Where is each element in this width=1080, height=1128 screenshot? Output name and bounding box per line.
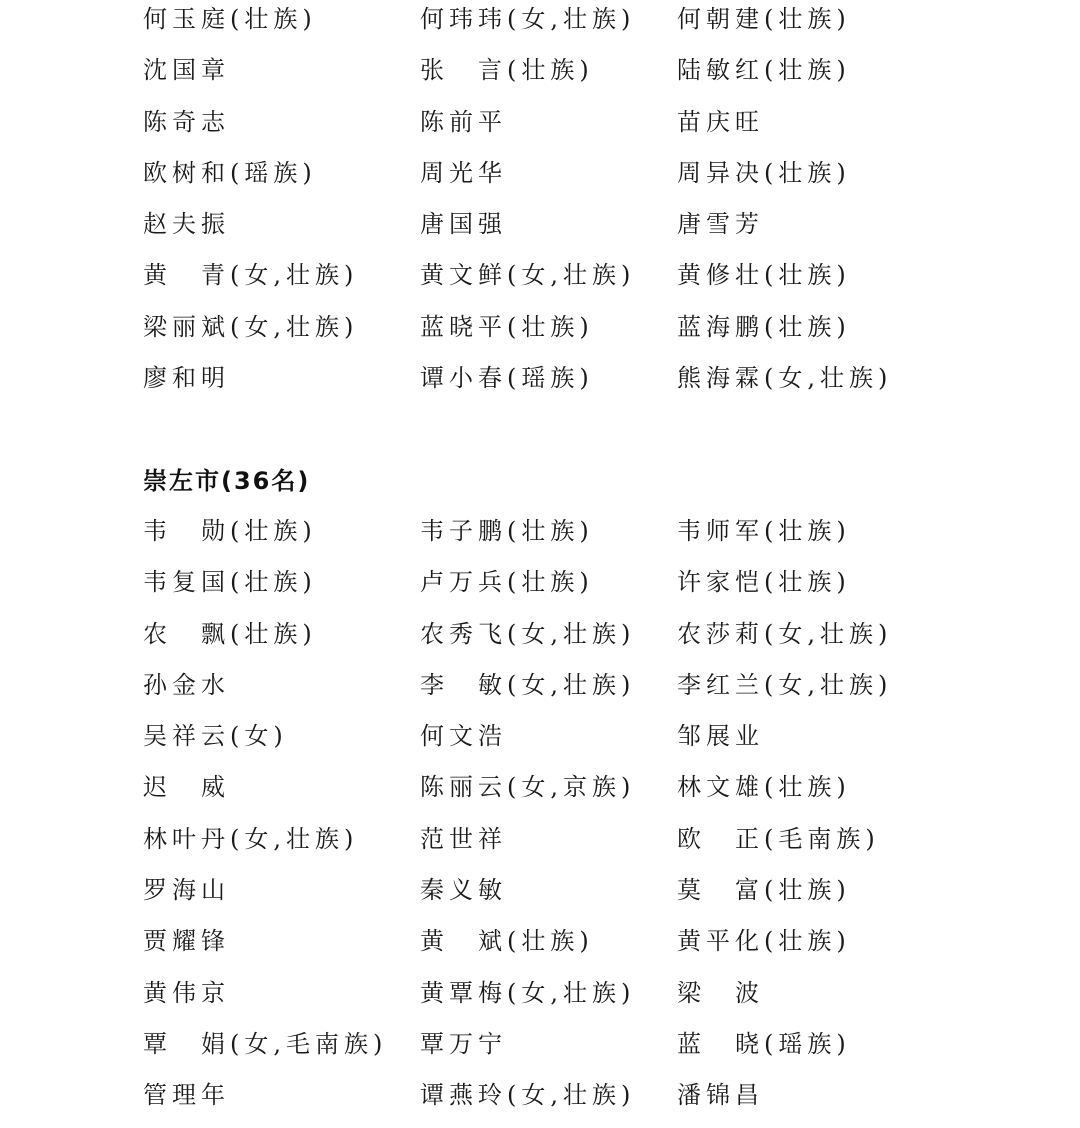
person-name: 邹展业 (677, 722, 764, 751)
person-name: 黄 青(女,壮族) (143, 261, 359, 290)
person-name: 苗庆旺 (677, 107, 764, 136)
person-name: 孙金水 (143, 670, 230, 699)
list-row (0, 717, 1080, 768)
list-row (0, 359, 1080, 410)
list-row (0, 256, 1080, 307)
name-list-continued (0, 0, 1080, 410)
person-name: 韦子鹏(壮族) (420, 517, 594, 545)
person-name: 范世祥 (420, 824, 507, 853)
person-name: 蓝 晓(瑶族) (677, 1029, 851, 1058)
list-row (0, 308, 1080, 359)
section-heading: 崇左市(36名) (143, 467, 311, 495)
person-name: 李 敏(女,壮族) (420, 670, 636, 699)
person-name: 韦 勋(壮族) (143, 517, 317, 545)
person-name: 罗海山 (143, 876, 230, 905)
person-name: 欧树和(瑶族) (143, 158, 317, 187)
person-name: 唐雪芳 (677, 210, 764, 239)
person-name: 蓝海鹏(壮族) (677, 312, 851, 341)
person-name: 许家恺(壮族) (677, 568, 851, 597)
list-row (0, 563, 1080, 614)
person-name: 秦义敏 (420, 876, 507, 905)
person-name: 沈国章 (143, 56, 230, 85)
list-row (0, 871, 1080, 922)
list-row (0, 820, 1080, 871)
list-row (0, 922, 1080, 973)
person-name: 欧 正(毛南族) (677, 824, 880, 853)
person-name: 农秀飞(女,壮族) (420, 619, 636, 648)
person-name: 梁丽斌(女,壮族) (143, 312, 359, 341)
person-name: 廖和明 (143, 364, 230, 393)
person-name: 农莎莉(女,壮族) (677, 619, 893, 648)
person-name: 黄伟京 (143, 978, 230, 1007)
person-name: 莫 富(壮族) (677, 876, 851, 905)
person-name: 陈奇志 (143, 107, 230, 136)
person-name: 张 言(壮族) (420, 56, 594, 85)
person-name: 何文浩 (420, 722, 507, 751)
list-row (0, 768, 1080, 819)
person-name: 何玮玮(女,壮族) (420, 5, 636, 33)
person-name: 林叶丹(女,壮族) (143, 824, 359, 853)
list-row (0, 1076, 1080, 1127)
person-name: 卢万兵(壮族) (420, 568, 594, 597)
list-row (0, 974, 1080, 1025)
person-name: 熊海霖(女,壮族) (677, 364, 893, 393)
person-name: 周异决(壮族) (677, 158, 851, 187)
person-name: 何朝建(壮族) (677, 5, 851, 33)
person-name: 周光华 (420, 158, 507, 187)
list-row (0, 615, 1080, 666)
person-name: 黄覃梅(女,壮族) (420, 978, 636, 1007)
list-row (0, 1025, 1080, 1076)
person-name: 黄文鲜(女,壮族) (420, 261, 636, 290)
person-name: 陈前平 (420, 107, 507, 136)
person-name: 谭小春(瑶族) (420, 364, 594, 393)
person-name: 潘锦昌 (677, 1081, 764, 1110)
person-name: 梁 波 (677, 978, 764, 1007)
person-name: 贾耀锋 (143, 927, 230, 956)
person-name: 何玉庭(壮族) (143, 5, 317, 33)
person-name: 陆敏红(壮族) (677, 56, 851, 85)
person-name: 覃万宁 (420, 1029, 507, 1058)
list-row (0, 512, 1080, 563)
person-name: 韦师军(壮族) (677, 517, 851, 545)
person-name: 迟 威 (143, 773, 230, 802)
person-name: 黄平化(壮族) (677, 927, 851, 956)
name-list-chongzuo (0, 512, 1080, 1128)
person-name: 韦复国(壮族) (143, 568, 317, 597)
person-name: 管理年 (143, 1081, 230, 1110)
person-name: 林文雄(壮族) (677, 773, 851, 802)
list-row (0, 154, 1080, 205)
person-name: 赵夫振 (143, 210, 230, 239)
list-row (0, 51, 1080, 102)
person-name: 吴祥云(女) (143, 722, 288, 751)
person-name: 谭燕玲(女,壮族) (420, 1081, 636, 1110)
person-name: 黄 斌(壮族) (420, 927, 594, 956)
list-row (0, 666, 1080, 717)
person-name: 蓝晓平(壮族) (420, 312, 594, 341)
person-name: 李红兰(女,壮族) (677, 670, 893, 699)
person-name: 覃 娟(女,毛南族) (143, 1029, 388, 1058)
list-row (0, 205, 1080, 256)
person-name: 黄修壮(壮族) (677, 261, 851, 290)
list-row (0, 103, 1080, 154)
person-name: 陈丽云(女,京族) (420, 773, 636, 802)
list-row (0, 0, 1080, 51)
person-name: 农 飘(壮族) (143, 619, 317, 648)
person-name: 唐国强 (420, 210, 507, 239)
